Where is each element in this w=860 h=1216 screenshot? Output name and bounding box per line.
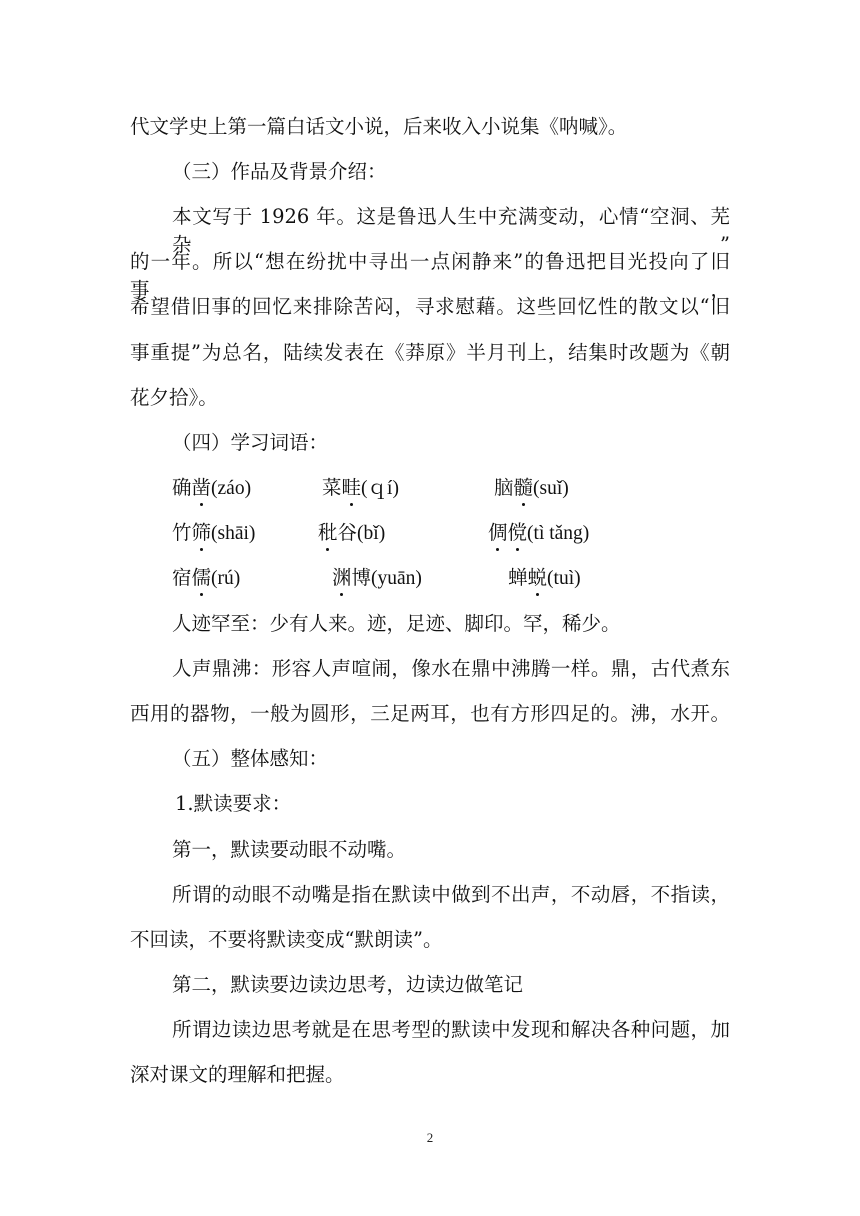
subheading: 1.默读要求： — [175, 792, 292, 815]
paragraph-line: 的一年。所以“想在纷扰中寻出一点闲静来”的鲁迅把目光投向了旧事， — [130, 250, 730, 301]
idiom-definition: 人声鼎沸：形容人声喧闹，像水在鼎中沸腾一样。鼎，古代煮东 — [172, 657, 730, 680]
vocab-item: 菜畦(ｑí) — [322, 474, 399, 503]
vocab-item: 倜傥(tì tǎng) — [488, 519, 589, 548]
section-heading-3: （三）作品及背景介绍： — [172, 160, 387, 183]
vocab-item: 宿儒(rú) — [172, 564, 240, 593]
vocab-item: 渊博(yuān) — [332, 564, 422, 593]
paragraph-line: 西用的器物，一般为圆形，三足两耳，也有方形四足的。沸，水开。 — [130, 702, 730, 725]
paragraph-line: 花夕拾》。 — [130, 386, 218, 409]
text-line: 第一，默读要动眼不动嘴。 — [172, 838, 407, 861]
vocab-item: 确凿(záo) — [172, 474, 251, 503]
idiom-definition: 人迹罕至：少有人来。迹，足迹、脚印。罕，稀少。 — [172, 612, 621, 635]
vocab-item: 竹筛(shāi) — [172, 519, 255, 548]
paragraph-line: 深对课文的理解和把握。 — [130, 1063, 345, 1086]
paragraph-line: 事重提”为总名，陆续发表在《莽原》半月刊上，结集时改题为《朝 — [130, 341, 730, 364]
paragraph-line: 希望借旧事的回忆来排除苦闷，寻求慰藉。这些回忆性的散文以“旧 — [130, 295, 730, 318]
vocab-item: 蝉蜕(tuì) — [508, 564, 581, 593]
vocab-item: 脑髓(suǐ) — [494, 474, 569, 503]
paragraph-line: 所谓边读边思考就是在思考型的默读中发现和解决各种问题，加 — [172, 1018, 730, 1041]
paragraph-line: 本文写于 1926 年。这是鲁迅人生中充满变动，心情“空洞、芜杂” — [172, 205, 730, 256]
paragraph-line: 不回读，不要将默读变成“默朗读”。 — [130, 928, 443, 951]
text-line: 代文学史上第一篇白话文小说，后来收入小说集《呐喊》。 — [130, 115, 628, 138]
section-heading-5: （五）整体感知： — [172, 747, 329, 770]
text-line: 第二，默读要边读边思考，边读边做笔记 — [172, 973, 524, 996]
vocab-item: 秕谷(bǐ) — [318, 519, 385, 548]
page-number: 2 — [426, 1130, 434, 1145]
section-heading-4: （四）学习词语： — [172, 431, 329, 454]
paragraph-line: 所谓的动眼不动嘴是指在默读中做到不出声，不动唇，不指读， — [172, 883, 730, 906]
